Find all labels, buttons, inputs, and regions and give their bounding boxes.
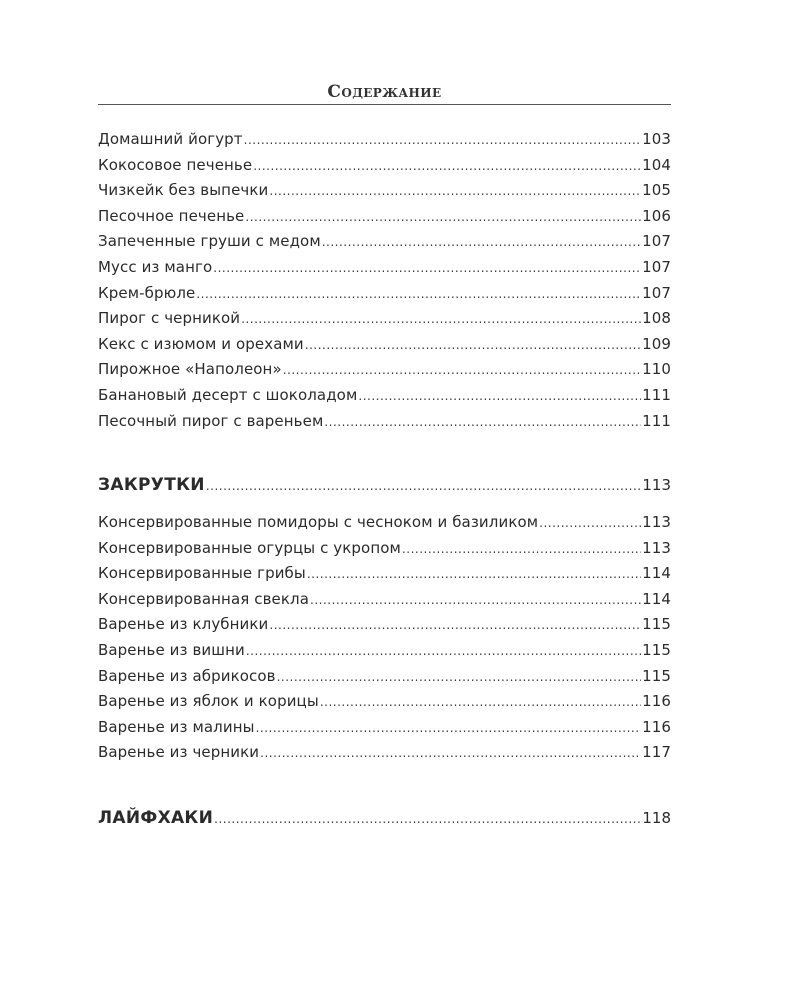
toc-entry-page: 114 bbox=[642, 564, 671, 583]
toc-entry[interactable] bbox=[98, 561, 671, 587]
dot-leader bbox=[324, 410, 641, 436]
page-header-title: Содержание bbox=[327, 82, 442, 102]
toc-entry-page: 114 bbox=[642, 589, 671, 608]
toc-entry[interactable] bbox=[98, 255, 671, 281]
toc-entry[interactable] bbox=[98, 306, 671, 332]
toc-entry-title: Домашний йогурт bbox=[98, 130, 243, 148]
toc-entry[interactable] bbox=[98, 664, 671, 690]
section-title: ЛАЙФХАКИ bbox=[98, 808, 214, 828]
toc-entry[interactable] bbox=[98, 383, 671, 409]
toc-entry-page: 115 bbox=[642, 640, 671, 659]
toc-entry-title: Варенье из черники bbox=[98, 743, 260, 762]
toc-entry[interactable] bbox=[98, 127, 671, 153]
dot-leader bbox=[310, 588, 641, 614]
toc-entry-page: 113 bbox=[642, 513, 671, 531]
toc-entry-page: 106 bbox=[642, 206, 671, 225]
toc-entry-page: 115 bbox=[642, 666, 671, 685]
toc-entry[interactable] bbox=[98, 153, 671, 179]
toc-entry-title: Песочное печенье bbox=[98, 206, 245, 225]
dot-leader bbox=[260, 741, 641, 767]
dot-leader bbox=[305, 333, 641, 359]
toc-entry[interactable] bbox=[98, 536, 671, 562]
toc-entry-page: 111 bbox=[642, 385, 671, 404]
dot-leader bbox=[269, 179, 641, 205]
toc-list-desserts bbox=[98, 127, 671, 434]
dot-leader bbox=[196, 282, 641, 308]
toc-entry-title: Варенье из яблок и корицы bbox=[98, 692, 319, 711]
toc-entry-page: 115 bbox=[642, 615, 671, 634]
toc-entry-title: Кекс с изюмом и орехами bbox=[98, 334, 304, 353]
dot-leader bbox=[269, 613, 641, 639]
toc-entry[interactable] bbox=[98, 281, 671, 307]
toc-entry-title: Варенье из малины bbox=[98, 717, 255, 736]
toc-entry-title: Консервированные грибы bbox=[98, 564, 306, 583]
toc-entry-title: Пирожное «Наполеон» bbox=[98, 360, 282, 379]
dot-leader bbox=[320, 690, 641, 716]
toc-entry-title: Запеченные груши с медом bbox=[98, 232, 321, 251]
toc-entry-title: Крем-брюле bbox=[98, 283, 196, 302]
toc-entry-page: 111 bbox=[642, 411, 671, 430]
toc-entry[interactable] bbox=[98, 510, 671, 536]
dot-leader bbox=[246, 639, 641, 665]
toc-entry-page: 107 bbox=[642, 257, 671, 276]
toc-entry-page: 107 bbox=[642, 283, 671, 302]
toc-entry-title: Чизкейк без выпечки bbox=[98, 181, 269, 200]
dot-leader bbox=[539, 511, 641, 537]
toc-entry[interactable] bbox=[98, 229, 671, 255]
dot-leader bbox=[322, 230, 641, 256]
toc-entry-page: 116 bbox=[642, 717, 671, 736]
dot-leader bbox=[245, 205, 641, 231]
toc-entry[interactable] bbox=[98, 332, 671, 358]
dot-leader bbox=[241, 307, 641, 333]
toc-entry[interactable] bbox=[98, 409, 671, 435]
dot-leader bbox=[402, 537, 641, 563]
toc-entry-page: 107 bbox=[642, 232, 671, 251]
toc-entry-page: 108 bbox=[642, 309, 671, 328]
toc-entry[interactable] bbox=[98, 357, 671, 383]
toc-entry-page: 116 bbox=[642, 692, 671, 711]
toc-entry[interactable] bbox=[98, 587, 671, 613]
toc-entry-title: Пирог с черникой bbox=[98, 309, 241, 328]
toc-entry-title: Песочный пирог с вареньем bbox=[98, 411, 324, 430]
dot-leader bbox=[277, 665, 641, 691]
dot-leader bbox=[283, 358, 641, 384]
toc-entry[interactable] bbox=[98, 689, 671, 715]
dot-leader bbox=[244, 128, 641, 154]
dot-leader bbox=[256, 716, 641, 742]
toc-section-zakrutki[interactable] bbox=[98, 472, 671, 498]
toc-entry-page: 109 bbox=[642, 334, 671, 353]
toc-entry-page: 113 bbox=[642, 538, 671, 557]
header-divider bbox=[98, 104, 671, 105]
toc-entry-title: Консервированная свекла bbox=[98, 589, 310, 608]
section-page: 113 bbox=[642, 476, 671, 494]
toc-entry-title: Варенье из вишни bbox=[98, 640, 245, 659]
toc-entry-page: 105 bbox=[642, 181, 671, 200]
toc-entry[interactable] bbox=[98, 715, 671, 741]
toc-entry-title: Консервированные помидоры с чесноком и базиликом bbox=[98, 513, 539, 531]
dot-leader bbox=[213, 256, 641, 282]
toc-entry-page: 117 bbox=[642, 743, 671, 762]
toc-entry[interactable] bbox=[98, 612, 671, 638]
toc-entry-page: 110 bbox=[642, 360, 671, 379]
toc-section-layfhaki[interactable] bbox=[98, 805, 671, 831]
toc-entry-title: Кокосовое печенье bbox=[98, 155, 253, 174]
toc-entry-page: 104 bbox=[642, 155, 671, 174]
toc-entry[interactable] bbox=[98, 740, 671, 766]
toc-entry[interactable] bbox=[98, 178, 671, 204]
toc-entry-title: Мусс из манго bbox=[98, 257, 213, 276]
toc-entry-title: Консервированные огурцы с укропом bbox=[98, 538, 401, 557]
section-title: ЗАКРУТКИ bbox=[98, 475, 205, 495]
toc-entry[interactable] bbox=[98, 204, 671, 230]
toc-entry-page: 103 bbox=[642, 130, 671, 148]
dot-leader bbox=[214, 806, 641, 832]
section-page: 118 bbox=[642, 809, 671, 827]
dot-leader bbox=[358, 384, 641, 410]
toc-entry-title: Банановый десерт с шоколадом bbox=[98, 385, 358, 404]
dot-leader bbox=[253, 154, 641, 180]
toc-list-zakrutki bbox=[98, 510, 671, 766]
dot-leader bbox=[206, 473, 642, 499]
toc-entry-title: Варенье из абрикосов bbox=[98, 666, 276, 685]
toc-entry[interactable] bbox=[98, 638, 671, 664]
dot-leader bbox=[307, 562, 641, 588]
toc-entry-title: Варенье из клубники bbox=[98, 615, 269, 634]
